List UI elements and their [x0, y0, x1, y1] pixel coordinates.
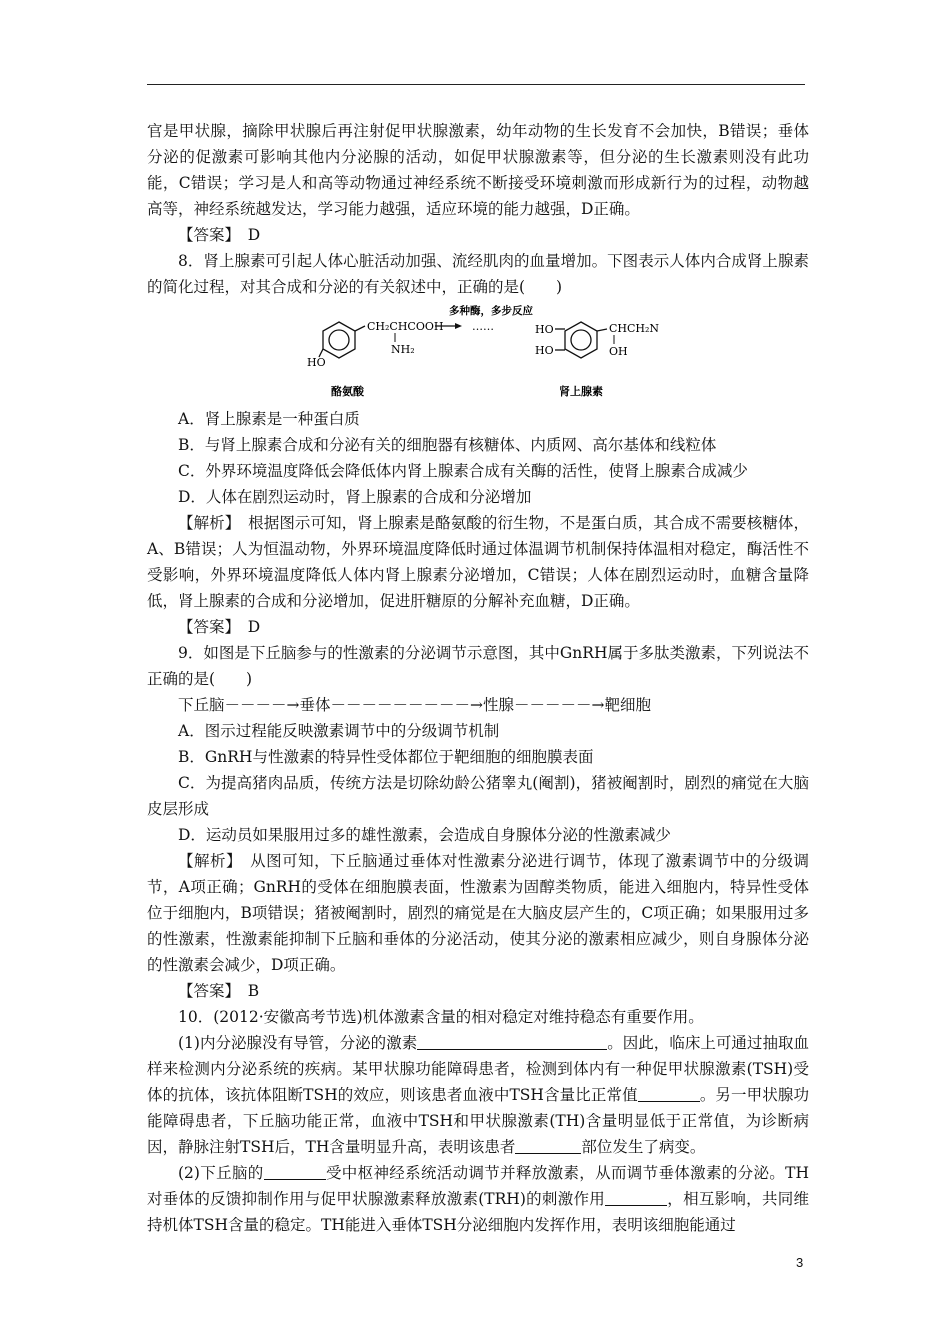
q10-p1-text-a: (1)内分泌腺没有导管，分泌的激素: [178, 1034, 418, 1052]
q8-option-b: B．与肾上腺素合成和分泌有关的细胞器有核糖体、内质网、高尔基体和线粒体: [178, 436, 717, 454]
q10-p2-text-b: 受中枢神经系统活动调节并释放激素，从而调节垂体激素的分泌。TH对垂体的反馈抑制作用与促甲状腺激素释放激素(TRH)的刺激作用: [147, 1164, 809, 1208]
q9-analysis: [147, 848, 809, 978]
q7-answer-line: [147, 222, 809, 248]
answer-label: 【答案】: [178, 226, 233, 244]
q8-analysis-text: 根据图示可知，肾上腺素是酪氨酸的衍生物，不是蛋白质，其合成不需要核糖体，A、B错误；人为恒温动物，外界环境温度降低时通过体温调节机制保持体温相对稳定，酶活性不受影响，外界环境温度降低人体内肾上腺素分泌增加，C错误；人体在剧烈运动时，血糖含量降低，肾上腺素的合成和分泌增加，促进肝糖原的分解补充血糖，D正确。: [147, 514, 809, 610]
q9-answer: B: [247, 982, 260, 1000]
q8-answer-line: [147, 614, 809, 640]
q7-answer: D: [247, 226, 261, 244]
q9-option-c: C．为提高猪肉品质，传统方法是切除幼龄公猪睾丸(阉割)，猪被阉割时，剧烈的痛觉在大脑皮层形成: [147, 774, 809, 818]
q8-option-c: C．外界环境温度降低会降低体内肾上腺素合成有关酶的活性，使肾上腺素合成减少: [178, 462, 748, 480]
answer-blank-2[interactable]: [638, 1085, 700, 1102]
q9-option-d: D．运动员如果服用过多的雄性激素，会造成自身腺体分泌的性激素减少: [178, 826, 671, 844]
q8-analysis: [147, 510, 809, 614]
q9-stem: 9．如图是下丘脑参与的性激素的分泌调节示意图，其中GnRH属于多肽类激素，下列说法不正确的是( ): [147, 644, 809, 688]
answer-blank-1[interactable]: [417, 1033, 607, 1050]
q9-option-b: B．GnRH与性激素的特异性受体都位于靶细胞的细胞膜表面: [178, 748, 594, 766]
answer-blank-4[interactable]: [264, 1163, 326, 1180]
q10-p1-text-c: 。另一甲状腺功能障碍患者，下丘脑功能正常，血液中TSH和甲状腺激素(TH)含量明显低于正常值，为诊断病因，静脉注射TSH后，TH含量明显升高，表明该患者: [147, 1086, 809, 1156]
synthesis-diagram: [307, 302, 687, 402]
epinephrine-synthesis-figure: [147, 302, 809, 402]
q8-option-a: A．肾上腺素是一种蛋白质: [178, 410, 360, 428]
epinephrine-ho-1: HO: [535, 323, 554, 336]
q10-part-1: [147, 1030, 809, 1160]
q10-p1-text-b: 。因此，临床上可通过抽取血样来检测内分泌系统的疾病。某甲状腺功能障碍患者，检测到体内有一种促甲状腺激素(TSH)受体的抗体，该抗体阻断TSH的效应，则该患者血液中TSH含量比正常值: [147, 1034, 809, 1104]
q10-p2-text-c: ，相互影响，共同维持机体TSH含量的稳定。TH能进入垂体TSH分泌细胞内发挥作用，表明该细胞能通过: [147, 1190, 809, 1234]
analysis-label: 【解析】: [178, 852, 235, 870]
page-content: [147, 118, 809, 1238]
arrow-label: 多种酶，多步反应: [449, 305, 533, 317]
epinephrine-ho-2: HO: [535, 344, 554, 357]
q8-answer: D: [247, 618, 261, 636]
tyrosine-side-chain: CH₂CHCOOH: [367, 320, 444, 333]
q8-stem: 8．肾上腺素可引起人体心脏活动加强、流经肌肉的血量增加。下图表示人体内合成肾上腺素的简化过程，对其合成和分泌的有关叙述中，正确的是( ): [147, 252, 809, 296]
tyrosine-ho: HO: [307, 356, 326, 369]
q9-flow-diagram: 下丘脑－－－－→垂体－－－－－－－－－→性腺－－－－－→靶细胞: [178, 696, 651, 714]
page-number: 3: [796, 1255, 804, 1270]
q10-p1-text-d: 部位发生了病变。: [581, 1138, 706, 1156]
q10-stem: 10．(2012·安徽高考节选)机体激素含量的相对稳定对维持稳态有重要作用。: [178, 1008, 704, 1026]
q10-p2-text-a: (2)下丘脑的: [178, 1164, 264, 1182]
epinephrine-ring: [555, 322, 607, 358]
continuation-paragraph: 官是甲状腺，摘除甲状腺后再注射促甲状腺激素，幼年动物的生长发育不会加快，B错误；垂体分泌的促激素可影响其他内分泌腺的活动，如促甲状腺激素等，但分泌的生长激素则没有此功能，C错误；学习是人和高等动物通过神经系统不断接受环境刺激而形成新行为的过程，动物越高等，神经系统越发达，学习能力越强，适应环境的能力越强，D正确。: [147, 122, 809, 218]
epinephrine-side-chain: CHCH₂N: [609, 322, 660, 335]
tyrosine-name: 酪氨酸: [331, 385, 364, 398]
analysis-label: 【解析】: [178, 514, 233, 532]
header-rule: [147, 84, 805, 85]
q9-option-a: A．图示过程能反映激素调节中的分级调节机制: [178, 722, 500, 740]
tyrosine-ring: [319, 322, 365, 358]
q8-option-d: D．人体在剧烈运动时，肾上腺素的合成和分泌增加: [178, 488, 532, 506]
q10-part-2: [147, 1160, 809, 1238]
epinephrine-oh: OH: [609, 345, 628, 358]
answer-label: 【答案】: [178, 982, 233, 1000]
answer-blank-3[interactable]: [515, 1137, 581, 1154]
tyrosine-nh2: NH₂: [391, 343, 415, 356]
epinephrine-name: 肾上腺素: [559, 385, 603, 398]
arrow-dots: ……: [472, 320, 494, 333]
reaction-arrow-head: [455, 323, 462, 329]
q9-analysis-text: 从图可知，下丘脑通过垂体对性激素分泌进行调节，体现了激素调节中的分级调节，A项正确；GnRH的受体在细胞膜表面，性激素为固醇类物质，能进入细胞内，特异性受体位于细胞内，B项错误；猪被阉割时，剧烈的痛觉是在大脑皮层产生的，C项正确；如果服用过多的性激素，性激素能抑制下丘脑和垂体的分泌活动，使其分泌的激素相应减少，则自身腺体分泌的性激素会减少，D项正确。: [147, 852, 809, 974]
answer-label: 【答案】: [178, 618, 233, 636]
q9-answer-line: [147, 978, 809, 1004]
answer-blank-5[interactable]: [605, 1189, 667, 1206]
